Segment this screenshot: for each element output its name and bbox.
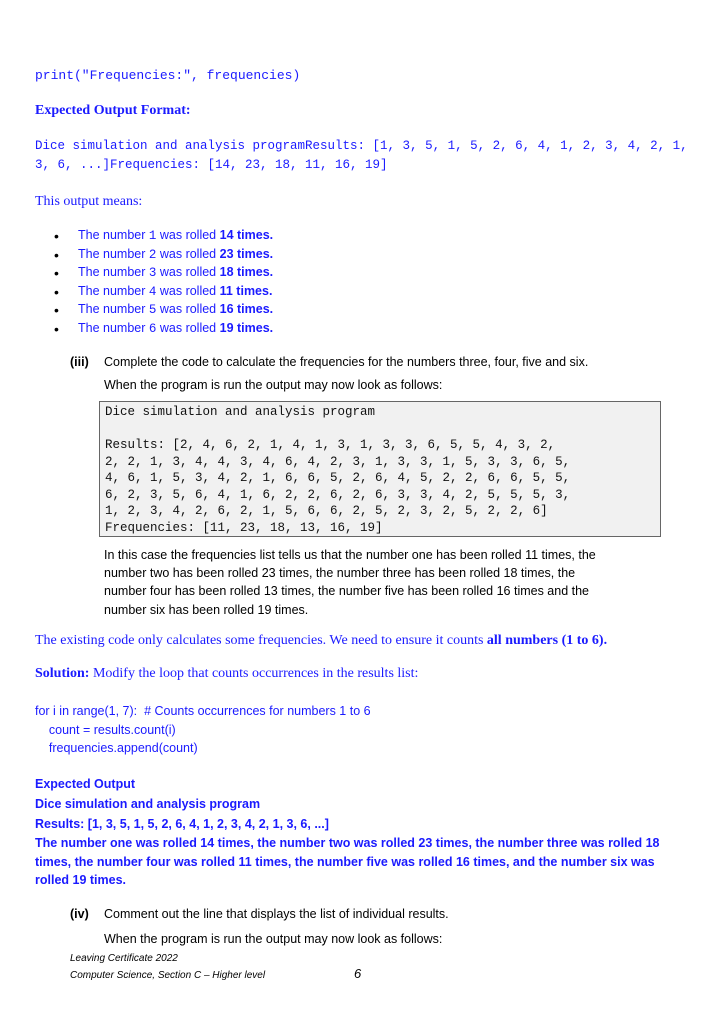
solution-note [35,666,418,682]
bullet-times: 11 times. [219,283,273,298]
bullet-times: 23 times. [219,246,274,261]
output-line: 4, 6, 1, 5, 3, 4, 2, 1, 6, 6, 5, 2, 6, 4, 5, 2, 2, 6, 6, 5, 5, [105,471,571,485]
expected-format-line: 3, 6, ...]Frequencies: [14, 23, 18, 11, 16, 19] [35,158,388,172]
expected-output-block [35,775,685,889]
existing-code-note [35,633,607,649]
code-print-line: print("Frequencies:", frequencies) [35,68,301,83]
bullet-times: 14 times. [219,228,274,242]
explanation-line: In this case the frequencies list tells us that the number one has been rolled 11 times, the [104,548,596,562]
expected-output-summary: The number one was rolled 14 times, the number two was rolled 23 times, the number three was rolled 18 times, the number four was rolled 11 times, the number five was rolled 16 times, and the number six was rolled 19 times. [35,836,660,887]
bullet-text: The number [78,302,149,317]
list-item [54,284,354,303]
code-line: for i in range(1, 7): # Counts occurrences for numbers 1 to 6 [35,704,371,718]
bullet-number: 2 [148,247,157,262]
bullet-number: 4 [148,284,157,299]
explanation-line: number six has been rolled 19 times. [104,602,309,617]
run-output-intro: When the program is run the output may now look as follows: [104,378,443,392]
code-line: count = results.count(i) [35,722,176,737]
expected-output-line: Results: [1, 3, 5, 1, 5, 2, 6, 4, 1, 2, 3, 4, 2, 1, 3, 6, ...] [35,816,329,831]
bullet-text: was rolled [156,320,220,335]
question-text: Comment out the line that displays the list of individual results. [104,907,449,921]
frequency-bullet-list [54,228,354,340]
output-line: Dice simulation and analysis program [105,405,376,419]
bullet-text: was rolled [156,246,220,261]
explanation-line: number two has been rolled 23 times, the number three has been rolled 18 times, the [104,566,576,581]
existing-note-text: The existing code only calculates some frequencies. We need to ensure it counts [35,633,487,648]
solution-code-block [35,702,371,758]
bullet-number: 6 [148,321,157,336]
bullet-number: 5 [148,303,157,318]
bullet-times: 18 times. [219,265,274,280]
bullet-text: was rolled [156,302,220,317]
footer-exam-title: Leaving Certificate 2022 [70,953,178,964]
list-item [54,321,354,340]
expected-format-heading: Expected Output Format: [35,103,191,118]
output-line: 6, 2, 3, 5, 6, 4, 1, 6, 2, 2, 6, 2, 6, 3, 3, 4, 2, 5, 5, 5, 3, [105,487,571,502]
bullet-text: The number [78,228,149,242]
list-item [54,265,354,284]
bullet-text: The number [78,265,149,280]
question-label: (iv) [70,907,89,921]
output-line: 2, 2, 1, 3, 4, 4, 3, 4, 6, 4, 2, 3, 1, 3, 3, 1, 5, 3, 3, 6, 5, [105,454,571,469]
list-item [54,228,354,247]
existing-note-bold: all numbers (1 to 6). [486,633,608,648]
question-text: Complete the code to calculate the frequencies for the numbers three, four, five and six. [104,355,589,369]
bullet-text: was rolled [156,283,220,298]
code-line: frequencies.append(count) [35,741,198,755]
expected-format-line: Dice simulation and analysis programResults: [1, 3, 5, 1, 5, 2, 6, 4, 1, 2, 3, 4, 2, 1, [35,139,688,153]
output-line: 1, 2, 3, 4, 2, 6, 2, 1, 5, 6, 6, 2, 5, 2, 3, 2, 5, 2, 2, 6] [105,504,548,518]
output-line: Results: [2, 4, 6, 2, 1, 4, 1, 3, 1, 3, 3, 6, 5, 5, 4, 3, 2, [105,438,556,452]
output-means-text: This output means: [35,194,143,209]
explanation-line: number four has been rolled 13 times, the number five has been rolled 16 times and the [104,584,590,599]
bullet-text: was rolled [156,265,220,280]
bullet-text: The number [78,320,149,335]
list-item [54,247,354,266]
program-output-box [99,401,661,537]
expected-output-line: Dice simulation and analysis program [35,796,261,811]
solution-label: Solution: [35,666,90,681]
run-output-intro: When the program is run the output may now look as follows: [104,932,443,946]
solution-text: Modify the loop that counts occurrences in the results list: [89,666,419,681]
footer-subject: Computer Science, Section C – Higher level [70,970,266,981]
bullet-number: 1 [148,229,157,243]
list-item [54,302,354,321]
bullet-text: was rolled [156,228,220,242]
expected-output-heading: Expected Output [35,777,136,791]
bullet-times: 16 times. [219,302,274,317]
output-line: Frequencies: [11, 23, 18, 13, 16, 19] [105,520,383,535]
bullet-times: 19 times. [219,320,274,335]
bullet-text: The number [78,246,149,261]
bullet-text: The number [78,283,149,298]
bullet-number: 3 [148,266,157,281]
output-line [105,421,660,438]
question-label: (iii) [70,355,89,369]
frequency-explanation [104,546,664,619]
page-number: 6 [354,966,362,981]
